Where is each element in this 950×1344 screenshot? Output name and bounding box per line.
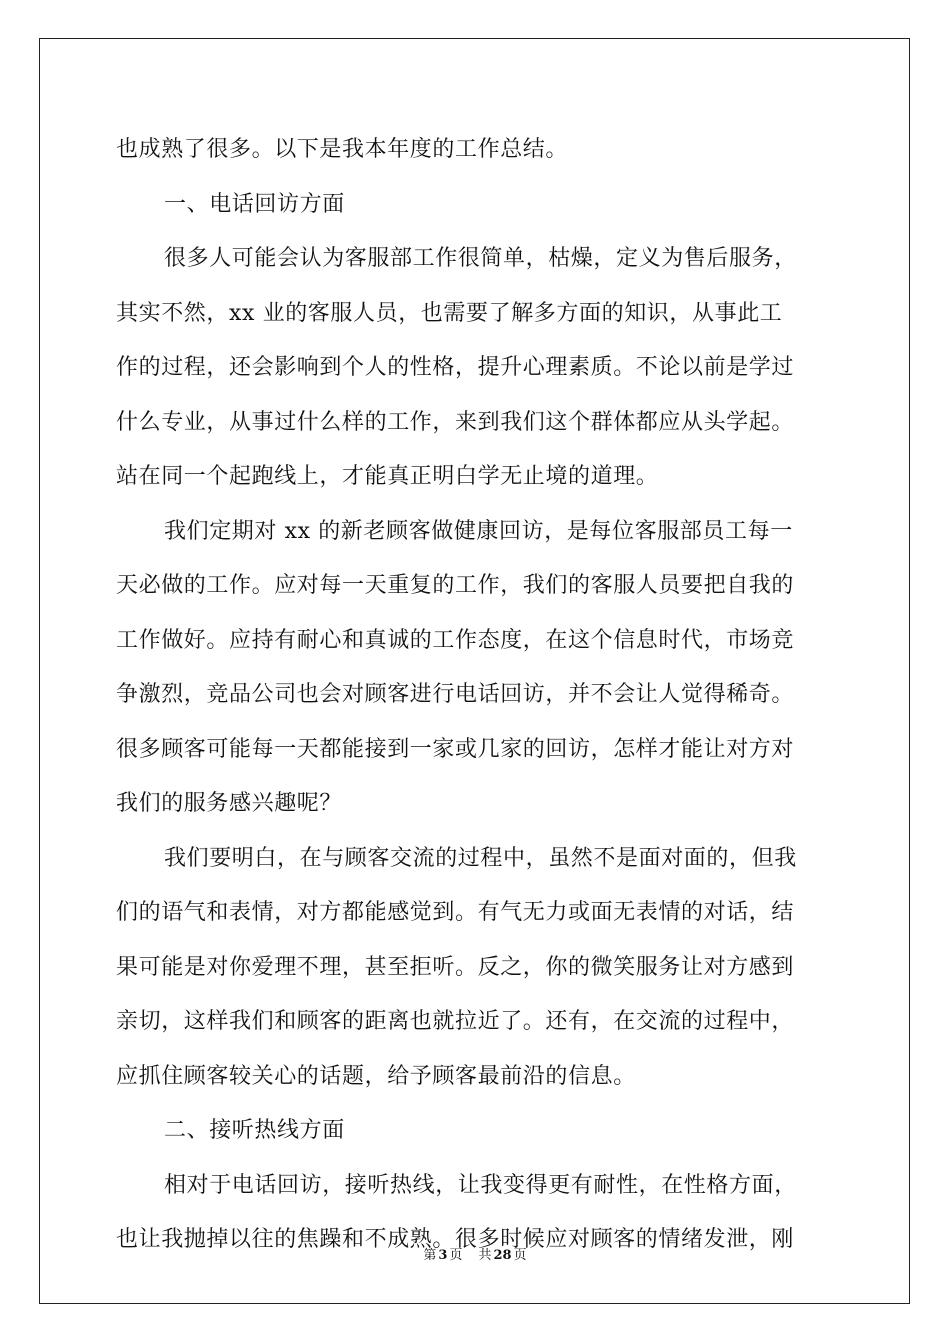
- text-line: 什么专业，从事过什么样的工作，来到我们这个群体都应从头学起。: [116, 409, 795, 435]
- text-line: 亲切，这样我们和顾客的距离也就拉近了。还有，在交流的过程中，: [116, 1009, 795, 1034]
- text-line: 我们定期对 xx 的新老顾客做健康回访，是每位客服部员工每一: [164, 518, 793, 544]
- text-line: 作的过程，还会影响到个人的性格，提升心理素质。不论以前是学过: [116, 355, 795, 380]
- text-line: 其实不然，xx 业的客服人员，也需要了解多方面的知识，从事此工: [116, 300, 783, 326]
- text-line: 们的语气和表情，对方都能感觉到。有气无力或面无表情的对话，结: [116, 900, 795, 925]
- section-heading: 一、电话回访方面: [164, 191, 345, 217]
- page-footer: [0, 1244, 950, 1263]
- text-line: 我们的服务感兴趣呢？: [116, 791, 343, 816]
- page-suffix: 页: [449, 1248, 463, 1263]
- text-line: 争激烈，竞品公司也会对顾客进行电话回访，并不会让人觉得稀奇。: [116, 682, 795, 707]
- text-line: 我们要明白，在与顾客交流的过程中，虽然不是面对面的，但我: [164, 845, 797, 871]
- text-line: 很多顾客可能每一天都能接到一家或几家的回访，怎样才能让对方对: [116, 736, 795, 762]
- text-line: 站在同一个起跑线上，才能真正明白学无止境的道理。: [116, 464, 659, 489]
- text-line: 应抓住顾客较关心的话题，给予顾客最前沿的信息。: [116, 1063, 636, 1089]
- total-pages: 28: [493, 1248, 512, 1263]
- page-prefix: 第: [423, 1248, 437, 1263]
- section-heading: 二、接听热线方面: [164, 1118, 345, 1143]
- text-line: 也让我抛掉以往的焦躁和不成熟。很多时候应对顾客的情绪发泄，刚: [116, 1227, 795, 1252]
- document-body: [116, 128, 832, 1273]
- total-prefix: 共: [478, 1248, 492, 1263]
- page-number: 3: [438, 1248, 448, 1263]
- total-suffix: 页: [513, 1248, 527, 1263]
- text-line: 天必做的工作。应对每一天重复的工作，我们的客服人员要把自我的: [116, 573, 795, 598]
- text-line: 工作做好。应持有耐心和真诚的工作态度，在这个信息时代，市场竞: [116, 627, 795, 653]
- text-line: 相对于电话回访，接听热线，让我变得更有耐性，在性格方面，: [164, 1172, 797, 1198]
- text-line: 果可能是对你爱理不理，甚至拒听。反之，你的微笑服务让对方感到: [116, 954, 795, 980]
- text-line: 也成熟了很多。以下是我本年度的工作总结。: [116, 137, 569, 162]
- text-line: 很多人可能会认为客服部工作很简单，枯燥，定义为售后服务，: [164, 246, 797, 271]
